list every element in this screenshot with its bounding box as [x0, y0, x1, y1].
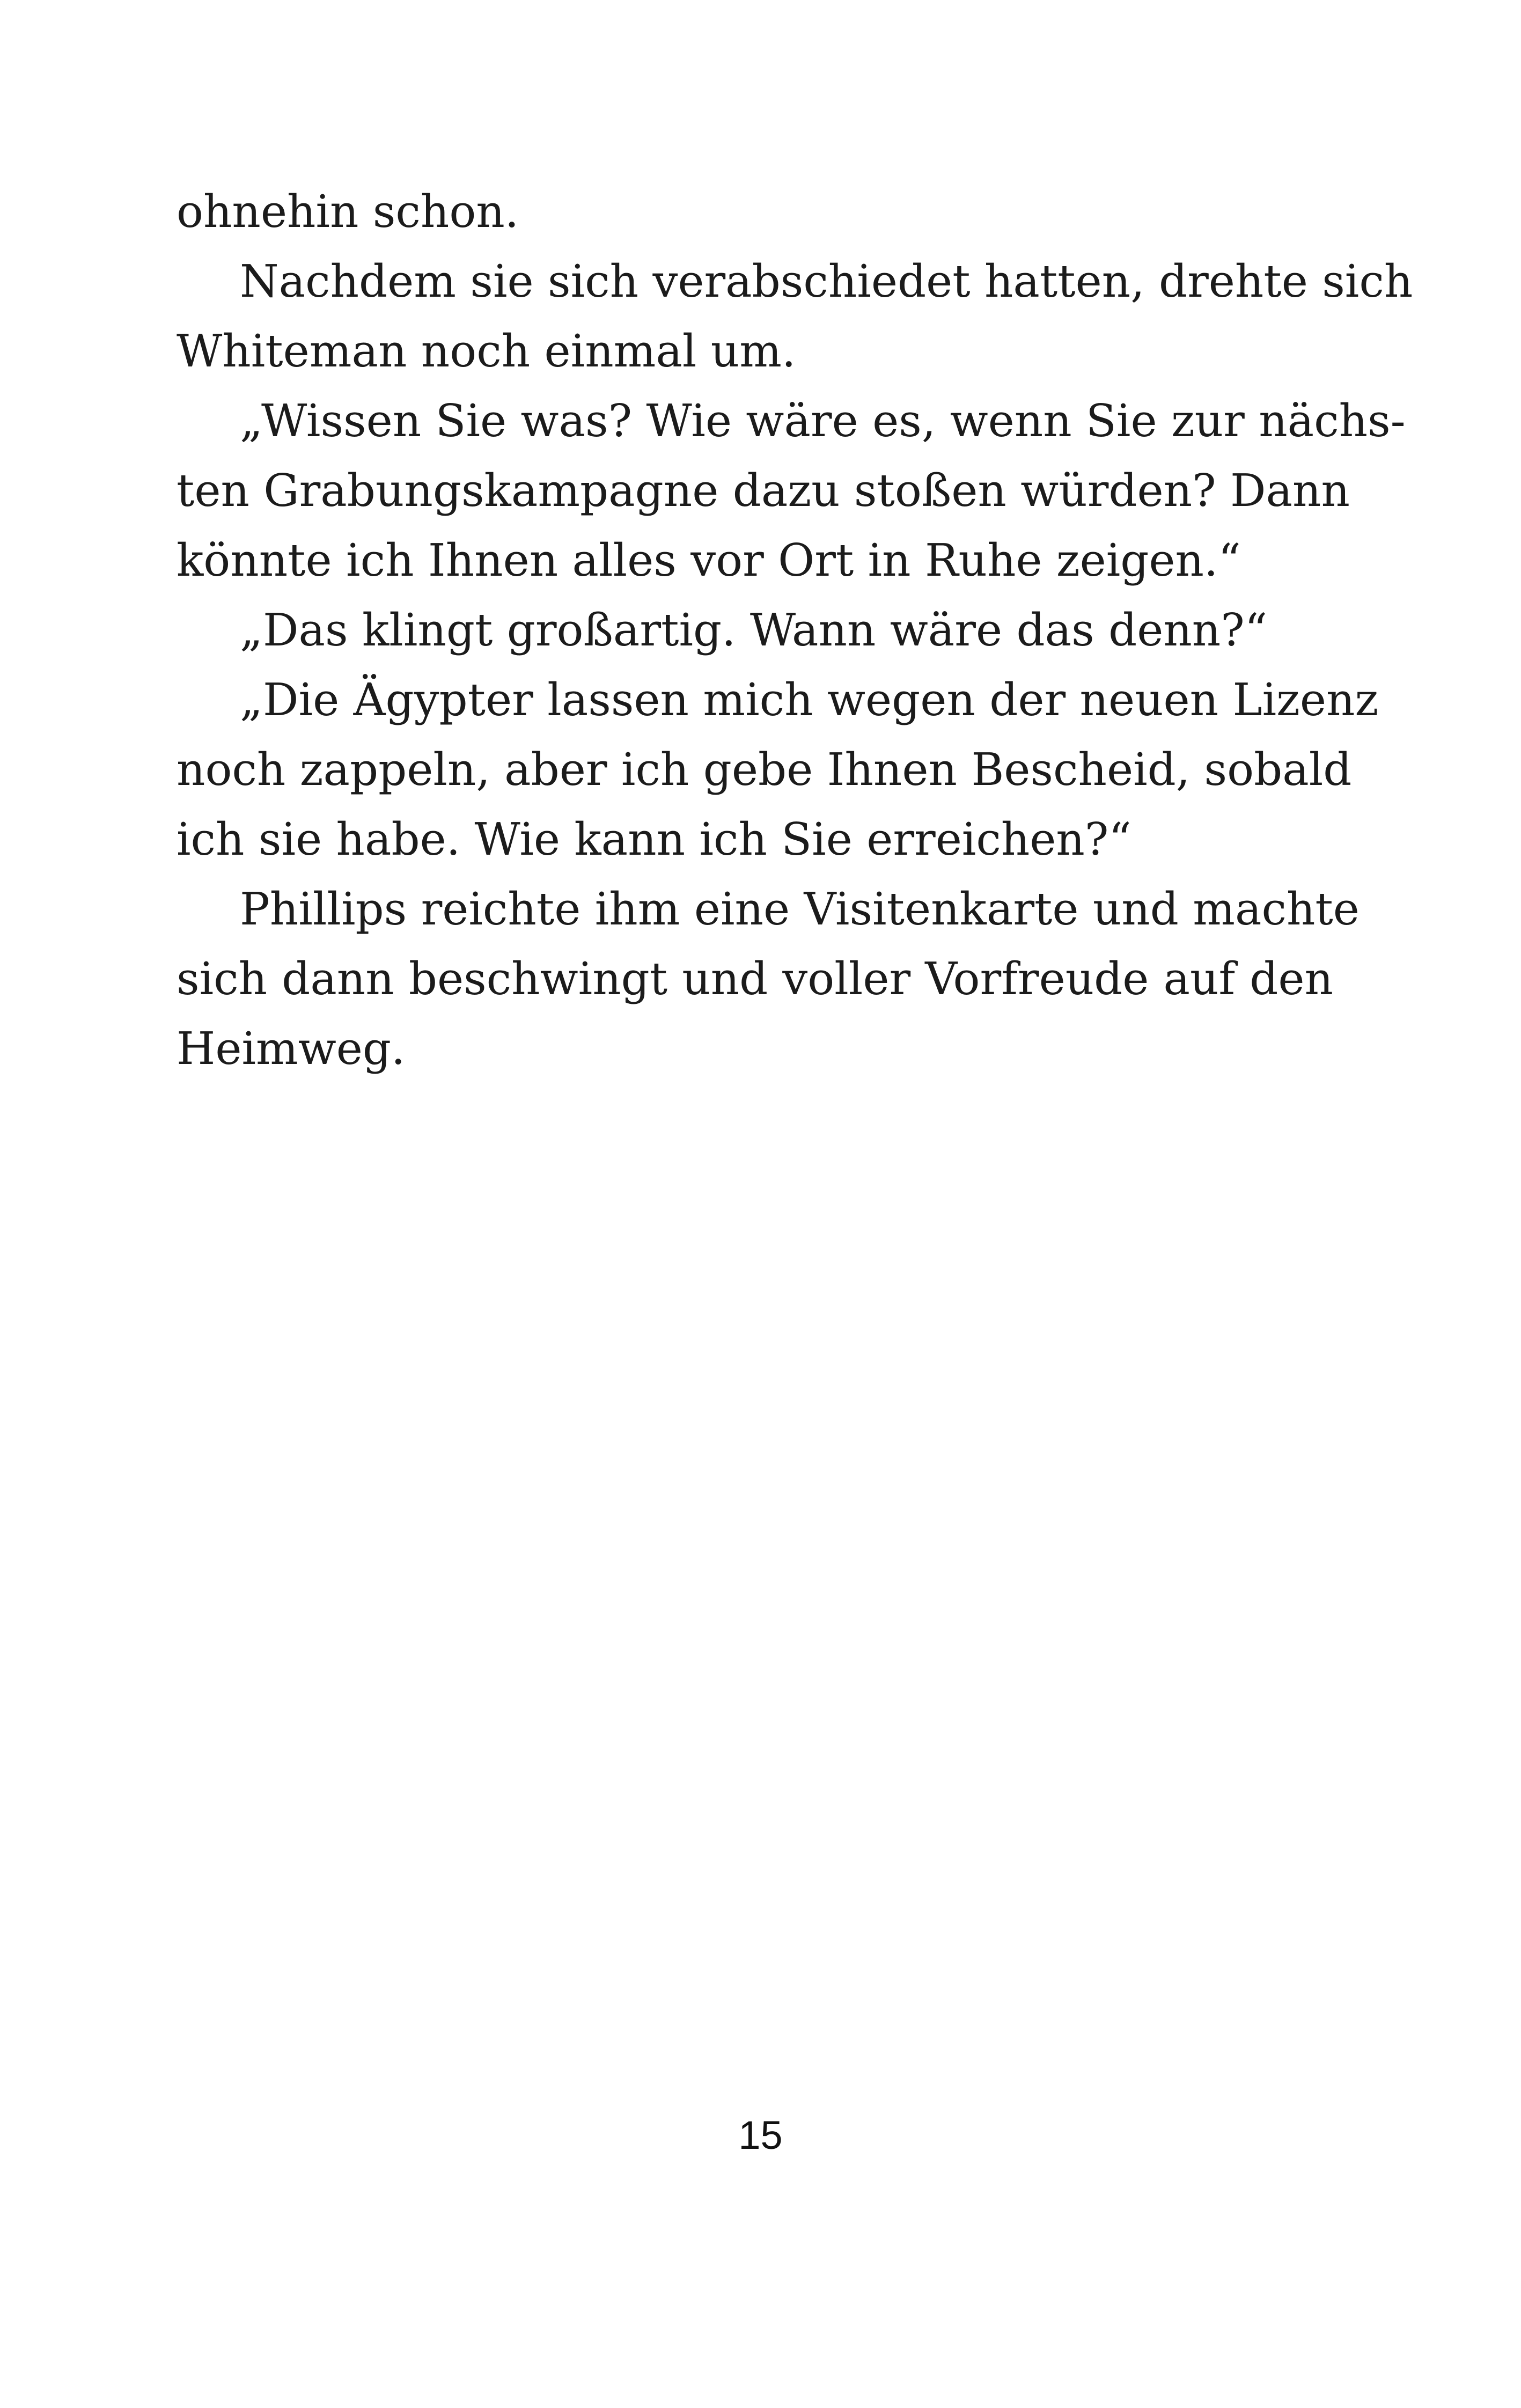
text-line: Phillips reichte ihm eine Visitenkarte und machte — [240, 883, 1360, 935]
text-line: könnte ich Ihnen alles vor Ort in Ruhe zeigen.“ — [177, 534, 1241, 586]
text-line: noch zappeln, aber ich gebe Ihnen Bescheid, sobald — [177, 744, 1352, 796]
text-line: ohnehin schon. — [177, 186, 519, 238]
page-number: 15 — [738, 2113, 783, 2157]
text-line: Whiteman noch einmal um. — [177, 325, 796, 377]
text-line: Heimweg. — [177, 1023, 406, 1075]
text-line: „Wissen Sie was? Wie wäre es, wenn Sie zur nächs- — [240, 395, 1406, 447]
text-line: ich sie habe. Wie kann ich Sie erreichen?“ — [177, 813, 1131, 865]
text-line: ten Grabungskampagne dazu stoßen würden? Dann — [177, 465, 1350, 517]
body-text — [177, 177, 1413, 1084]
text-line: „Die Ägypter lassen mich wegen der neuen Lizenz — [240, 674, 1379, 726]
text-line: Nachdem sie sich verabschiedet hatten, drehte sich — [240, 255, 1413, 307]
text-line: sich dann beschwingt und voller Vorfreude auf den — [177, 953, 1333, 1005]
text-line: „Das klingt großartig. Wann wäre das denn?“ — [240, 604, 1268, 656]
